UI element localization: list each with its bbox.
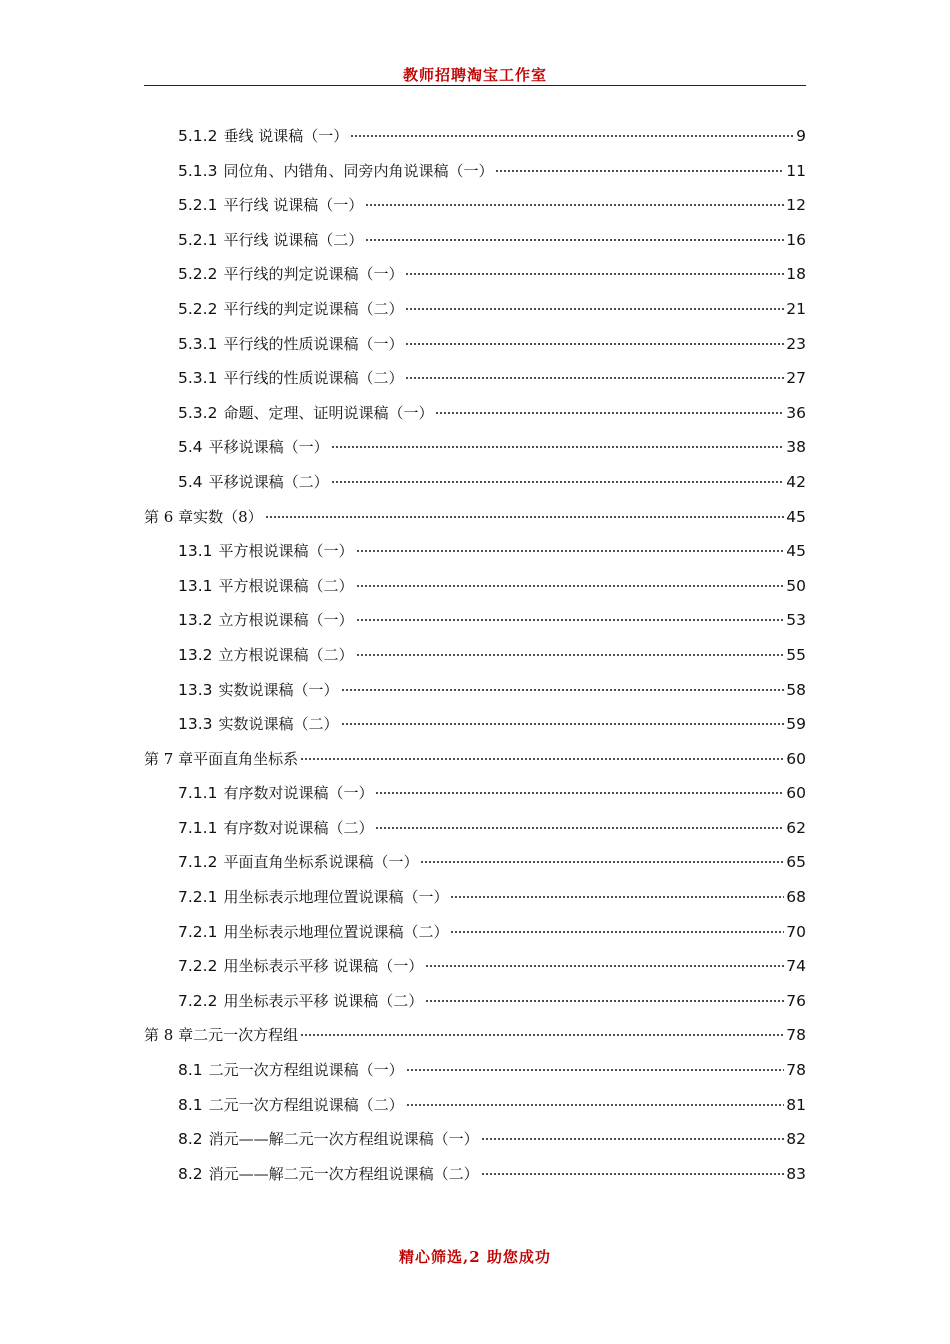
toc-entry[interactable] (144, 327, 806, 362)
toc-dot-leader (300, 1034, 784, 1036)
toc-entry[interactable] (144, 569, 806, 604)
toc-entry-page-number: 83 (786, 1164, 806, 1183)
toc-entry-title: 同位角、内错角、同旁内角说课稿（一） (223, 161, 494, 180)
toc-entry-number: 7.2.1 (178, 888, 218, 907)
toc-entry-number: 5.2.2 (178, 299, 218, 318)
toc-entry-title: 立方根说课稿（一） (218, 611, 354, 630)
page-footer-text: 精心筛选,2 助您成功 (399, 1248, 551, 1266)
toc-entry[interactable] (144, 776, 806, 811)
toc-dot-leader (405, 273, 784, 275)
page-header-title: 教师招聘淘宝工作室 (402, 66, 547, 84)
toc-entry-number: 5.1.2 (178, 127, 218, 145)
toc-entry-title: 平方根说课稿（一） (218, 542, 354, 561)
toc-dot-leader (341, 723, 785, 725)
toc-entry-title: 平方根说课稿（二） (218, 576, 354, 595)
toc-entry-number: 7.1.2 (178, 853, 218, 872)
toc-dot-leader (356, 550, 785, 552)
toc-entry-page-number: 9 (796, 127, 806, 145)
toc-entry-number: 13.3 (178, 715, 213, 734)
toc-entry[interactable] (144, 257, 806, 292)
toc-entry[interactable] (144, 1157, 806, 1192)
header-divider (144, 85, 806, 86)
toc-entry-title: 用坐标表示地理位置说课稿（二） (223, 922, 449, 941)
toc-entry-page-number: 60 (786, 784, 806, 803)
toc-entry-number: 13.3 (178, 680, 213, 699)
toc-entry[interactable] (144, 707, 806, 742)
toc-entry-page-number: 78 (786, 1026, 806, 1045)
toc-entry-number: 5.4 (178, 438, 203, 457)
toc-entry-page-number: 59 (786, 715, 806, 734)
toc-dot-leader (356, 654, 785, 656)
toc-entry-page-number: 16 (786, 230, 806, 249)
toc-entry-number: 7.2.2 (178, 957, 218, 976)
toc-entry-number: 8.2 (178, 1164, 203, 1183)
toc-dot-leader (425, 1000, 784, 1002)
toc-entry-number: 8.2 (178, 1130, 203, 1149)
toc-entry-title: 用坐标表示平移 说课稿（一） (223, 957, 424, 976)
toc-entry[interactable] (144, 742, 806, 777)
toc-entry-title: 有序数对说课稿（二） (223, 818, 374, 837)
toc-entry-number: 5.3.1 (178, 369, 218, 388)
toc-entry-page-number: 21 (786, 299, 806, 318)
toc-entry-page-number: 58 (786, 680, 806, 699)
toc-entry-number: 5.3.1 (178, 334, 218, 353)
toc-dot-leader (375, 827, 784, 829)
toc-dot-leader (365, 204, 784, 206)
toc-entry[interactable] (144, 465, 806, 500)
toc-entry-number: 13.2 (178, 611, 213, 630)
toc-entry[interactable] (144, 396, 806, 431)
toc-dot-leader (300, 758, 784, 760)
toc-entry-page-number: 12 (786, 196, 806, 215)
toc-entry-number: 7.1.1 (178, 818, 218, 837)
toc-entry-page-number: 60 (786, 749, 806, 768)
toc-entry[interactable] (144, 1122, 806, 1157)
toc-entry-title: 用坐标表示平移 说课稿（二） (223, 991, 424, 1010)
toc-entry[interactable] (144, 1053, 806, 1088)
toc-entry-page-number: 45 (786, 507, 806, 526)
toc-entry-page-number: 38 (786, 438, 806, 457)
toc-entry-page-number: 70 (786, 922, 806, 941)
toc-entry[interactable] (144, 361, 806, 396)
toc-dot-leader (495, 170, 784, 172)
toc-entry[interactable] (144, 949, 806, 984)
toc-entry[interactable] (144, 915, 806, 950)
toc-entry[interactable] (144, 430, 806, 465)
toc-entry[interactable] (144, 880, 806, 915)
toc-dot-leader (406, 1104, 785, 1106)
toc-dot-leader (331, 446, 785, 448)
toc-dot-leader (356, 585, 785, 587)
toc-entry[interactable] (144, 984, 806, 1019)
toc-entry[interactable] (144, 603, 806, 638)
toc-entry-number: 5.3.2 (178, 403, 218, 422)
toc-entry-page-number: 36 (786, 403, 806, 422)
toc-entry-page-number: 18 (786, 265, 806, 284)
toc-entry-page-number: 68 (786, 888, 806, 907)
toc-entry-number: 7.1.1 (178, 784, 218, 803)
toc-entry-title: 二元一次方程组说课稿（一） (208, 1061, 404, 1080)
toc-entry[interactable] (144, 673, 806, 708)
toc-entry[interactable] (144, 534, 806, 569)
toc-dot-leader (356, 619, 785, 621)
toc-dot-leader (331, 481, 785, 483)
toc-entry-page-number: 11 (786, 161, 806, 180)
toc-entry-title: 垂线 说课稿（一） (223, 127, 349, 145)
toc-entry[interactable] (144, 1018, 806, 1053)
toc-dot-leader (265, 516, 785, 518)
toc-entry-title: 实数说课稿（二） (218, 715, 339, 734)
toc-entry-page-number: 74 (786, 957, 806, 976)
toc-entry-page-number: 42 (786, 472, 806, 491)
toc-entry-page-number: 45 (786, 542, 806, 561)
toc-dot-leader (405, 377, 784, 379)
toc-entry-title: 立方根说课稿（二） (218, 645, 354, 664)
toc-dot-leader (450, 931, 784, 933)
toc-entry-number: 5.4 (178, 472, 203, 491)
toc-entry-number: 7.2.2 (178, 991, 218, 1010)
toc-entry-number: 7.2.1 (178, 922, 218, 941)
toc-entry[interactable] (144, 223, 806, 258)
toc-entry-number: 8.1 (178, 1061, 203, 1080)
toc-entry-page-number: 50 (786, 576, 806, 595)
toc-entry[interactable] (144, 188, 806, 223)
toc-entry-page-number: 81 (786, 1095, 806, 1114)
toc-dot-leader (365, 239, 784, 241)
toc-entry-number: 13.1 (178, 576, 213, 595)
toc-dot-leader (450, 896, 784, 898)
toc-entry-page-number: 76 (786, 991, 806, 1010)
toc-entry-page-number: 55 (786, 645, 806, 664)
toc-entry-number: 13.2 (178, 645, 213, 664)
toc-entry-title: 平行线的性质说课稿（一） (223, 334, 404, 353)
toc-dot-leader (341, 689, 785, 691)
toc-entry-title: 平移说课稿（一） (208, 438, 329, 457)
toc-dot-leader (425, 965, 784, 967)
toc-dot-leader (375, 792, 784, 794)
toc-dot-leader (435, 412, 784, 414)
toc-entry-number: 5.2.2 (178, 265, 218, 284)
toc-entry-title: 平面直角坐标系说课稿（一） (223, 853, 419, 872)
toc-entry-title: 第 7 章平面直角坐标系 (144, 749, 299, 768)
toc-entry-title: 第 8 章二元一次方程组 (144, 1026, 299, 1045)
toc-dot-leader (481, 1138, 785, 1140)
toc-entry[interactable] (144, 500, 806, 535)
toc-entry[interactable] (144, 638, 806, 673)
toc-entry-title: 二元一次方程组说课稿（二） (208, 1095, 404, 1114)
toc-entry-title: 平行线的判定说课稿（一） (223, 265, 404, 284)
toc-entry[interactable] (144, 811, 806, 846)
table-of-contents (144, 119, 806, 1191)
toc-entry-page-number: 65 (786, 853, 806, 872)
toc-entry-page-number: 62 (786, 818, 806, 837)
toc-entry[interactable] (144, 1088, 806, 1123)
toc-entry-page-number: 78 (786, 1061, 806, 1080)
toc-entry-page-number: 53 (786, 611, 806, 630)
toc-entry-number: 5.1.3 (178, 161, 218, 180)
toc-entry-page-number: 82 (786, 1130, 806, 1149)
toc-entry-title: 平行线 说课稿（二） (223, 230, 364, 249)
toc-dot-leader (350, 135, 794, 137)
toc-entry-number: 13.1 (178, 542, 213, 561)
toc-entry-page-number: 27 (786, 369, 806, 388)
toc-dot-leader (420, 861, 784, 863)
toc-entry[interactable] (144, 845, 806, 880)
toc-entry-title: 平行线的性质说课稿（二） (223, 369, 404, 388)
toc-entry[interactable] (144, 154, 806, 189)
toc-dot-leader (405, 308, 784, 310)
toc-entry-page-number: 23 (786, 334, 806, 353)
toc-entry-number: 5.2.1 (178, 230, 218, 249)
toc-entry-number: 5.2.1 (178, 196, 218, 215)
toc-entry-title: 命题、定理、证明说课稿（一） (223, 403, 434, 422)
toc-entry-title: 平行线 说课稿（一） (223, 196, 364, 215)
toc-entry-title: 实数说课稿（一） (218, 680, 339, 699)
toc-entry[interactable] (144, 292, 806, 327)
toc-entry-title: 平移说课稿（二） (208, 472, 329, 491)
toc-entry-title: 消元——解二元一次方程组说课稿（一） (208, 1130, 479, 1149)
toc-entry[interactable] (144, 119, 806, 154)
toc-entry-number: 8.1 (178, 1095, 203, 1114)
toc-dot-leader (481, 1173, 785, 1175)
toc-entry-title: 用坐标表示地理位置说课稿（一） (223, 888, 449, 907)
toc-entry-title: 消元——解二元一次方程组说课稿（二） (208, 1164, 479, 1183)
toc-dot-leader (406, 1069, 785, 1071)
toc-entry-title: 平行线的判定说课稿（二） (223, 299, 404, 318)
toc-entry-title: 有序数对说课稿（一） (223, 784, 374, 803)
toc-entry-title: 第 6 章实数（8） (144, 507, 263, 526)
toc-dot-leader (405, 343, 784, 345)
